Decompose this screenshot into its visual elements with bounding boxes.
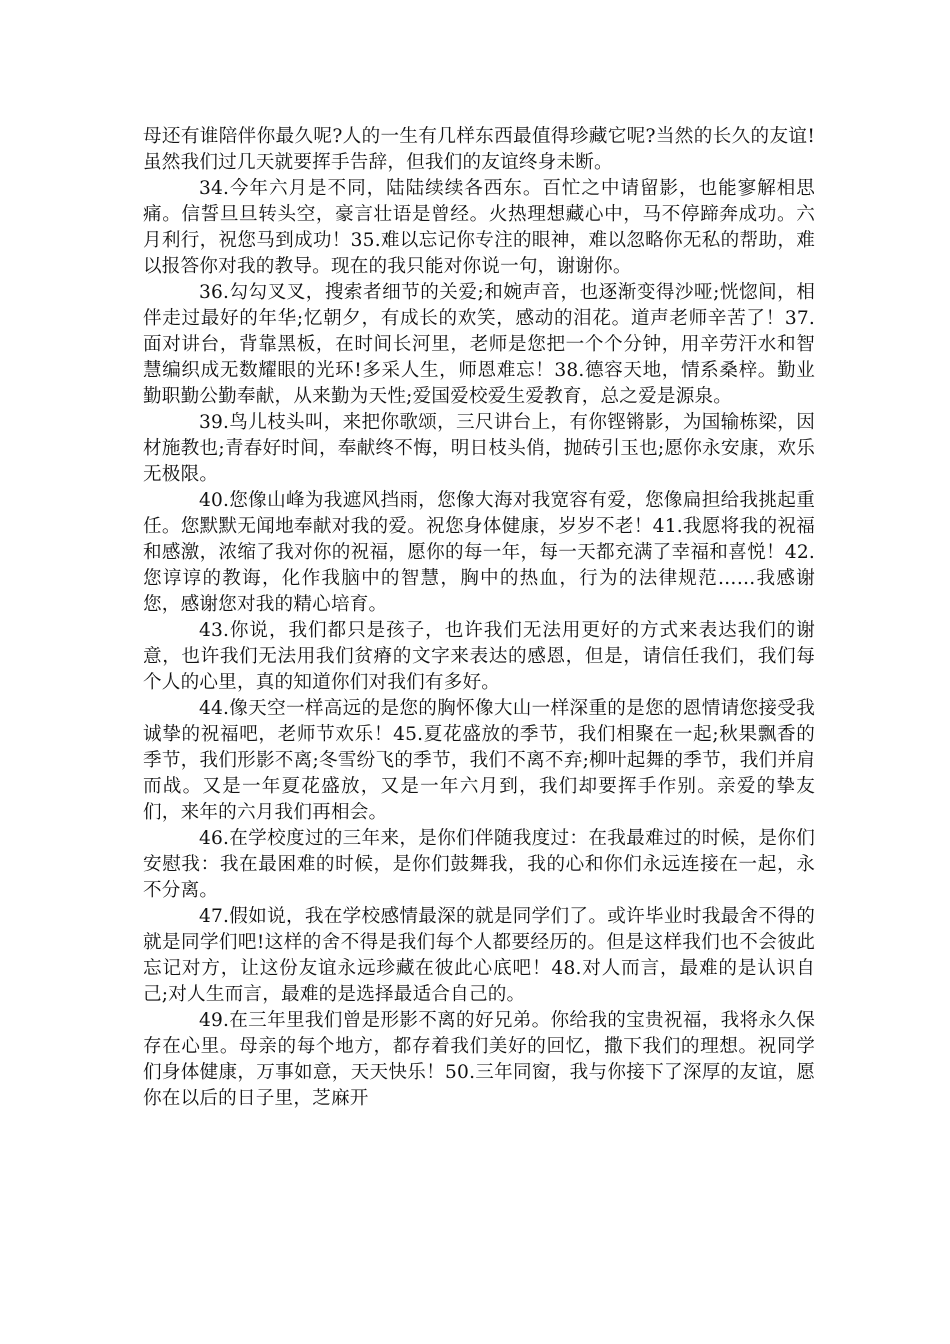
paragraph-46: 46.在学校度过的三年来，是你们伴随我度过：在我最难过的时候，是你们安慰我：我在最困难的时候，是你们鼓舞我，我的心和你们永远连接在一起，永不分离。 bbox=[143, 828, 815, 901]
paragraph-44: 44.像天空一样高远的是您的胸怀像大山一样深重的是您的恩情请您接受我诚挚的祝福吧，老师节欢乐！45.夏花盛放的季节，我们相聚在一起;秋果飘香的季节，我们形影不离;冬雪纷飞的季节，我们不离不弃;柳叶起舞的季节，我们并肩而战。又是一年夏花盛放，又是一年六月到，我们却要挥手作别。亲爱的挚友们，来年的六月我们再相会。 bbox=[143, 698, 815, 823]
paragraph-continuation: 母还有谁陪伴你最久呢?人的一生有几样东西最值得珍藏它呢?当然的长久的友谊!虽然我们过几天就要挥手告辞，但我们的友谊终身未断。 bbox=[143, 126, 815, 173]
paragraph-36: 36.勾勾叉叉，搜索者细节的关爱;和婉声音，也逐渐变得沙哑;恍惚间，相伴走过最好的年华;忆朝夕，有成长的欢笑，感动的泪花。道声老师辛苦了！37.面对讲台，背靠黑板，在时间长河里，老师是您把一个个分钟，用辛劳汗水和智慧编织成无数耀眼的光环!多采人生，师恩难忘！38.德容天地，情系桑梓。勤业勤职勤公勤奉献，从来勤为天性;爱国爱校爱生爱教育，总之爱是源泉。 bbox=[143, 282, 815, 407]
paragraph-49: 49.在三年里我们曾是形影不离的好兄弟。你给我的宝贵祝福，我将永久保存在心里。母亲的每个地方，都存着我们美好的回忆，撒下我们的理想。祝同学们身体健康，万事如意，天天快乐！50.三年同窗，我与你接下了深厚的友谊，愿你在以后的日子里，芝麻开 bbox=[143, 1010, 815, 1109]
document-page bbox=[143, 124, 815, 1112]
paragraph-40: 40.您像山峰为我遮风挡雨，您像大海对我宽容有爱，您像扁担给我挑起重任。您默默无闻地奉献对我的爱。祝您身体健康，岁岁不老！41.我愿将我的祝福和感激，浓缩了我对你的祝福，愿你的每一年，每一天都充满了幸福和喜悦！42.您谆谆的教诲，化作我脑中的智慧，胸中的热血，行为的法律规范……我感谢您，感谢您对我的精心培育。 bbox=[143, 490, 815, 615]
paragraph-34: 34.今年六月是不同，陆陆续续各西东。百忙之中请留影，也能寥解相思痛。信誓旦旦转头空，豪言壮语是曾经。火热理想藏心中，马不停蹄奔成功。六月利行，祝您马到成功！35.难以忘记你专注的眼神，难以忽略你无私的帮助，难以报答你对我的教导。现在的我只能对你说一句，谢谢你。 bbox=[143, 178, 815, 277]
paragraph-47: 47.假如说，我在学校感情最深的就是同学们了。或许毕业时我最舍不得的就是同学们吧!这样的舍不得是我们每个人都要经历的。但是这样我们也不会彼此忘记对方，让这份友谊永远珍藏在彼此心底吧！48.对人而言，最难的是认识自己;对人生而言，最难的是选择最适合自己的。 bbox=[143, 906, 815, 1005]
paragraph-43: 43.你说，我们都只是孩子，也许我们无法用更好的方式来表达我们的谢意，也许我们无法用我们贫瘠的文字来表达的感恩，但是，请信任我们，我们每个人的心里，真的知道你们对我们有多好。 bbox=[143, 620, 815, 693]
paragraph-39: 39.鸟儿枝头叫，来把你歌颂，三尺讲台上，有你铿锵影，为国输栋梁，因材施教也;青春好时间，奉献终不悔，明日枝头俏，抛砖引玉也;愿你永安康，欢乐无极限。 bbox=[143, 412, 815, 485]
